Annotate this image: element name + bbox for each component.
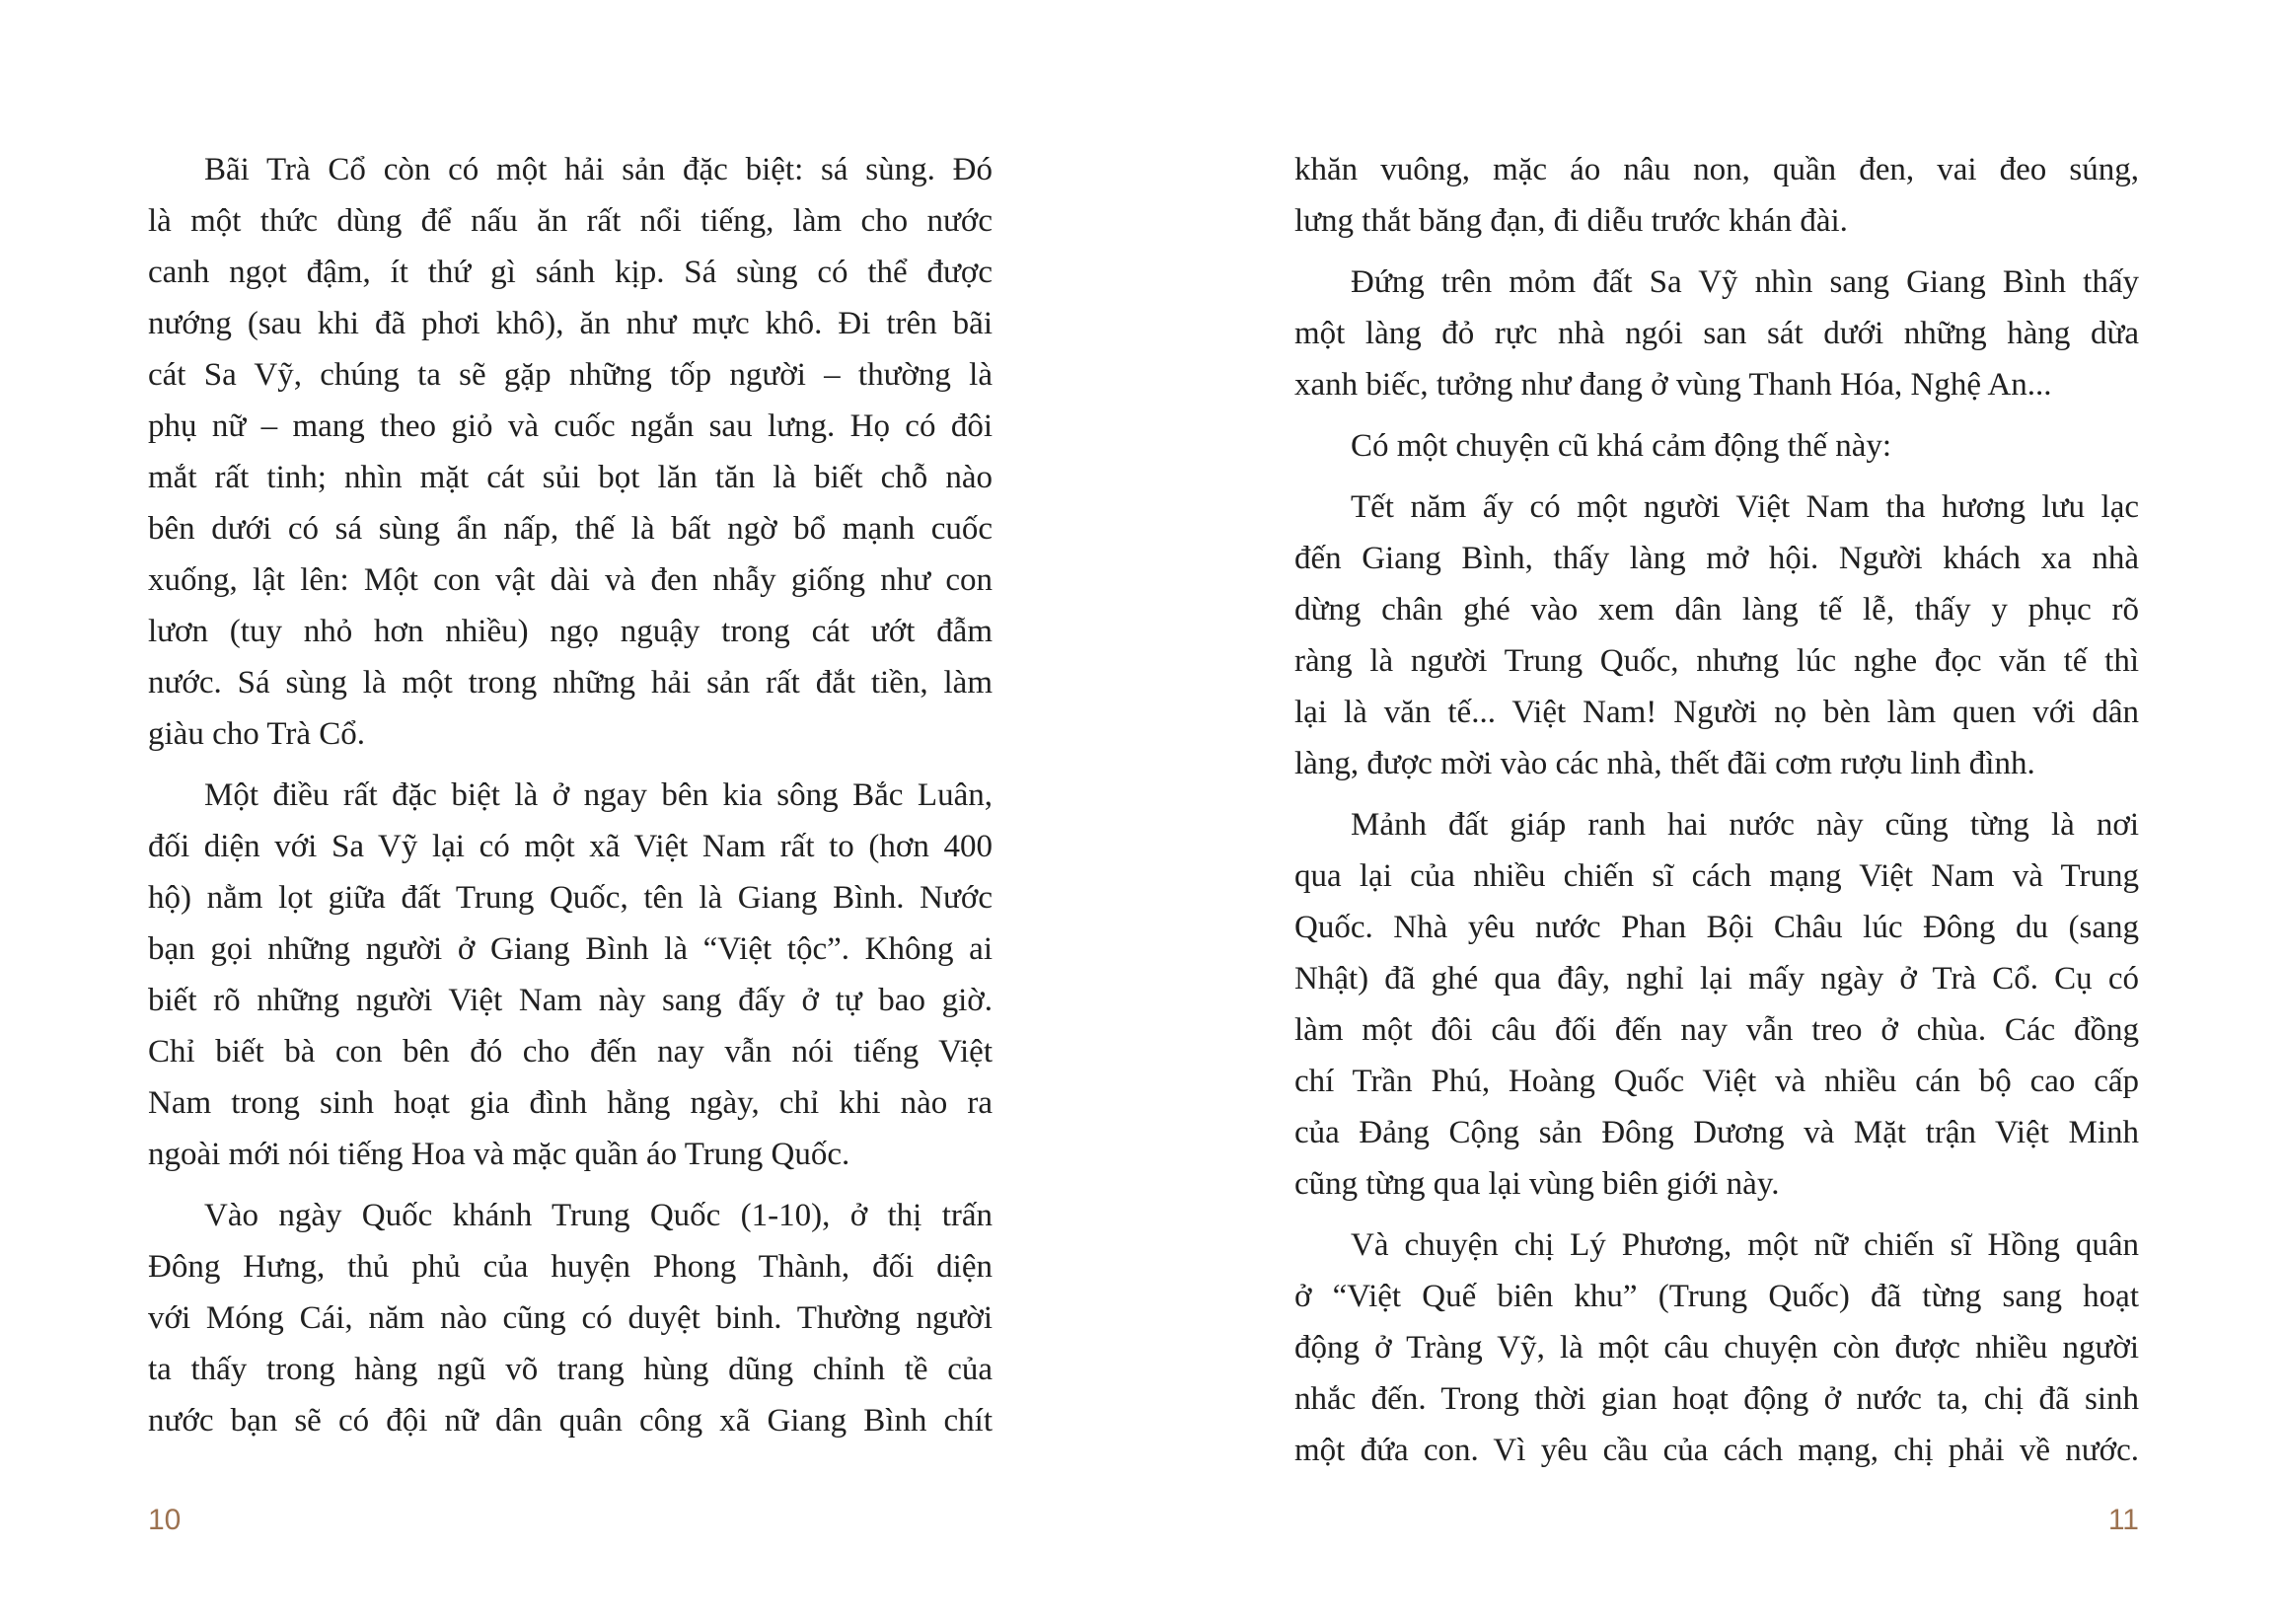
text-line: qua lại của nhiều chiến sĩ cách mạng Việt Nam và Trung: [1294, 858, 2139, 894]
text-line: Quốc. Nhà yêu nước Phan Bội Châu lúc Đông du (sang: [1294, 910, 2139, 945]
text-line: Chỉ biết bà con bên đó cho đến nay vẫn nói tiếng Việt: [148, 1034, 993, 1070]
text-line: xanh biếc, tưởng như đang ở vùng Thanh Hóa, Nghệ An...: [1294, 367, 2052, 403]
text-line: Đứng trên mỏm đất Sa Vỹ nhìn sang Giang Bình thấy: [1351, 264, 2139, 300]
text-line: Tết năm ấy có một người Việt Nam tha hương lưu lạc: [1351, 489, 2139, 525]
text-line: Đông Hưng, thủ phủ của huyện Phong Thành, đối diện: [148, 1249, 993, 1285]
text-line: Bãi Trà Cổ còn có một hải sản đặc biệt: sá sùng. Đó: [204, 152, 993, 187]
text-line: Và chuyện chị Lý Phương, một nữ chiến sĩ Hồng quân: [1351, 1227, 2139, 1263]
text-line: làng, được mời vào các nhà, thết đãi cơm rượu linh đình.: [1294, 746, 2035, 781]
paragraph: [148, 770, 993, 1180]
text-line: là một thức dùng để nấu ăn rất nổi tiếng, làm cho nước: [148, 203, 993, 239]
text-line: cát Sa Vỹ, chúng ta sẽ gặp những tốp người – thường là: [148, 357, 993, 393]
text-line: biết rõ những người Việt Nam này sang đấy ở tự bao giờ.: [148, 983, 993, 1018]
text-line: Nhật) đã ghé qua đây, nghỉ lại mấy ngày ở Trà Cổ. Cụ có: [1294, 961, 2139, 997]
page-10-number: 10: [148, 1504, 182, 1536]
text-line: canh ngọt đậm, ít thứ gì sánh kịp. Sá sùng có thể được: [148, 255, 993, 290]
page-10-text-column: [148, 144, 993, 1456]
text-line: Mảnh đất giáp ranh hai nước này cũng từng là nơi: [1351, 807, 2139, 843]
text-line: khăn vuông, mặc áo nâu non, quần đen, vai đeo súng,: [1294, 152, 2139, 187]
text-line: với Móng Cái, năm nào cũng có duyệt binh. Thường người: [148, 1300, 993, 1336]
text-line: một đứa con. Vì yêu cầu của cách mạng, chị phải về nước.: [1294, 1433, 2139, 1468]
text-line: chí Trần Phú, Hoàng Quốc Việt và nhiều cán bộ cao cấp: [1294, 1064, 2139, 1099]
text-line: lại là văn tế... Việt Nam! Người nọ bèn làm quen với dân: [1294, 695, 2139, 730]
text-line: đối diện với Sa Vỹ lại có một xã Việt Nam rất to (hơn 400: [148, 829, 993, 864]
paragraph: [1294, 257, 2139, 410]
text-line: nước bạn sẽ có đội nữ dân quân công xã Giang Bình chít: [148, 1403, 993, 1439]
text-line: giàu cho Trà Cổ.: [148, 716, 366, 752]
text-line: ta thấy trong hàng ngũ võ trang hùng dũng chỉnh tề của: [148, 1352, 993, 1387]
paragraph: [1294, 1219, 2139, 1476]
text-line: động ở Tràng Vỹ, là một câu chuyện còn được nhiều người: [1294, 1330, 2139, 1366]
text-line: Một điều rất đặc biệt là ở ngay bên kia sông Bắc Luân,: [204, 777, 993, 813]
text-line: nhắc đến. Trong thời gian hoạt động ở nước ta, chị đã sinh: [1294, 1381, 2139, 1417]
text-line: của Đảng Cộng sản Đông Dương và Mặt trận Việt Minh: [1294, 1115, 2139, 1150]
text-line: Nam trong sinh hoạt gia đình hằng ngày, chỉ khi nào ra: [148, 1085, 993, 1121]
text-line: bạn gọi những người ở Giang Bình là “Việt tộc”. Không ai: [148, 931, 993, 967]
text-line: ở “Việt Quế biên khu” (Trung Quốc) đã từng sang hoạt: [1294, 1279, 2139, 1314]
text-line: xuống, lật lên: Một con vật dài và đen nhẫy giống như con: [148, 562, 993, 598]
text-line: hộ) nằm lọt giữa đất Trung Quốc, tên là Giang Bình. Nước: [148, 880, 993, 916]
text-line: lươn (tuy nhỏ hơn nhiều) ngọ nguậy trong cát ướt đẫm: [148, 614, 993, 649]
text-line: ràng là người Trung Quốc, nhưng lúc nghe đọc văn tế thì: [1294, 643, 2139, 679]
text-line: dừng chân ghé vào xem dân làng tế lễ, thấy y phục rõ: [1294, 592, 2139, 627]
paragraph: [148, 144, 993, 760]
text-line: làm một đôi câu đối đến nay vẫn treo ở chùa. Các đồng: [1294, 1012, 2139, 1048]
text-line: đến Giang Bình, thấy làng mở hội. Người khách xa nhà: [1294, 541, 2139, 576]
text-line: Có một chuyện cũ khá cảm động thế này:: [1351, 428, 1892, 464]
page-11-number: 11: [2107, 1504, 2139, 1536]
paragraph: [1294, 799, 2139, 1210]
text-line: phụ nữ – mang theo giỏ và cuốc ngắn sau lưng. Họ có đôi: [148, 408, 993, 444]
paragraph: [1294, 420, 2139, 472]
text-line: nước. Sá sùng là một trong những hải sản rất đắt tiền, làm: [148, 665, 993, 701]
text-line: mắt rất tinh; nhìn mặt cát sủi bọt lăn tăn là biết chỗ nào: [148, 460, 993, 495]
text-line: lưng thắt băng đạn, đi diễu trước khán đài.: [1294, 203, 1848, 239]
page-11-text-column: [1294, 144, 2139, 1486]
paragraph: [1294, 144, 2139, 247]
text-line: nướng (sau khi đã phơi khô), ăn như mực khô. Đi trên bãi: [148, 306, 993, 341]
paragraph: [148, 1190, 993, 1446]
text-line: một làng đỏ rực nhà ngói san sát dưới những hàng dừa: [1294, 316, 2139, 351]
text-line: bên dưới có sá sùng ẩn nấp, thế là bất ngờ bổ mạnh cuốc: [148, 511, 993, 547]
text-line: ngoài mới nói tiếng Hoa và mặc quần áo Trung Quốc.: [148, 1137, 850, 1172]
text-line: cũng từng qua lại vùng biên giới này.: [1294, 1166, 1780, 1202]
paragraph: [1294, 481, 2139, 789]
text-line: Vào ngày Quốc khánh Trung Quốc (1-10), ở thị trấn: [204, 1198, 993, 1233]
